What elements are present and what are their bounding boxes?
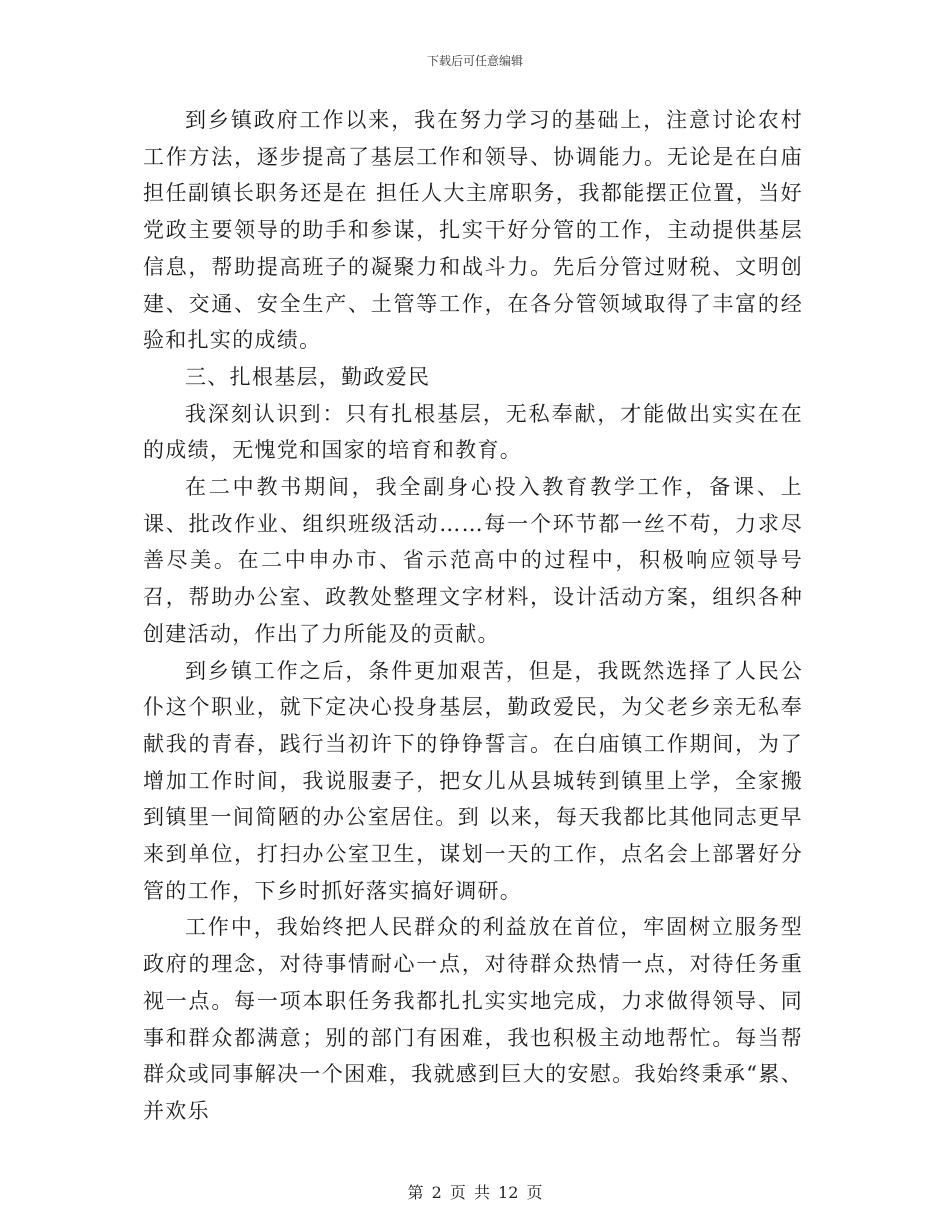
page-header-note: 下载后可任意编辑 bbox=[426, 54, 523, 68]
paragraph-service-attitude: 工作中，我始终把人民群众的利益放在首位，牢固树立服务型政府的理念，对待事情耐心一点，对待群众热情一点，对待任务重视一点。每一项本职任务我都扎扎实实地完成，力求做得领导、同事和群众都满意；别的部门有困难，我也积极主动地帮忙。每当帮群众或同事解决一个困难，我就感到巨大的安慰。我始终秉承“累、并欢乐 bbox=[143, 915, 803, 1123]
paragraph-work-experience: 到乡镇政府工作以来，我在努力学习的基础上，注意讨论农村工作方法，逐步提高了基层工作和领导、协调能力。无论是在白庙担任副镇长职务还是在 担任人大主席职务，我都能摆正位置，当好党政主要领导的助手和参谋，扎实干好分管的工作，主动提供基层信息，帮助提高班子的凝聚力和战斗力。先后分管过财税、文明创建、交通、安全生产、土管等工作，在各分管领域取得了丰富的经验和扎实的成绩。 bbox=[143, 108, 803, 353]
section-heading-grassroots: 三、扎根基层，勤政爱民 bbox=[185, 364, 431, 389]
page-number: 第 2 页 共 12 页 bbox=[407, 1183, 543, 1202]
paragraph-teaching-period: 在二中教书期间，我全副身心投入教育教学工作，备课、上课、批改作业、组织班级活动……每一个环节都一丝不苟，力求尽善尽美。在二中申办市、省示范高中的过程中，积极响应领导号召，帮助办公室、政教处整理文字材料，设计活动方案，组织各种创建活动，作出了力所能及的贡献。 bbox=[143, 475, 803, 646]
paragraph-township-work: 到乡镇工作之后，条件更加艰苦，但是，我既然选择了人民公仆这个职业，就下定决心投身基层，勤政爱民，为父老乡亲无私奉献我的青春，践行当初许下的铮铮誓言。在白庙镇工作期间，为了增加工作时间，我说服妻子，把女儿从县城转到镇里上学，全家搬到镇里一间简陋的办公室居住。到 以来，每天我都比其他同志更早来到单位，打扫办公室卫生，谋划一天的工作，点名会上部署好分管的工作，下乡时抓好落实搞好调研。 bbox=[143, 658, 803, 903]
paragraph-realization: 我深刻认识到：只有扎根基层，无私奉献，才能做出实实在在的成绩，无愧党和国家的培育和教育。 bbox=[143, 401, 803, 463]
document-body bbox=[143, 102, 803, 1130]
